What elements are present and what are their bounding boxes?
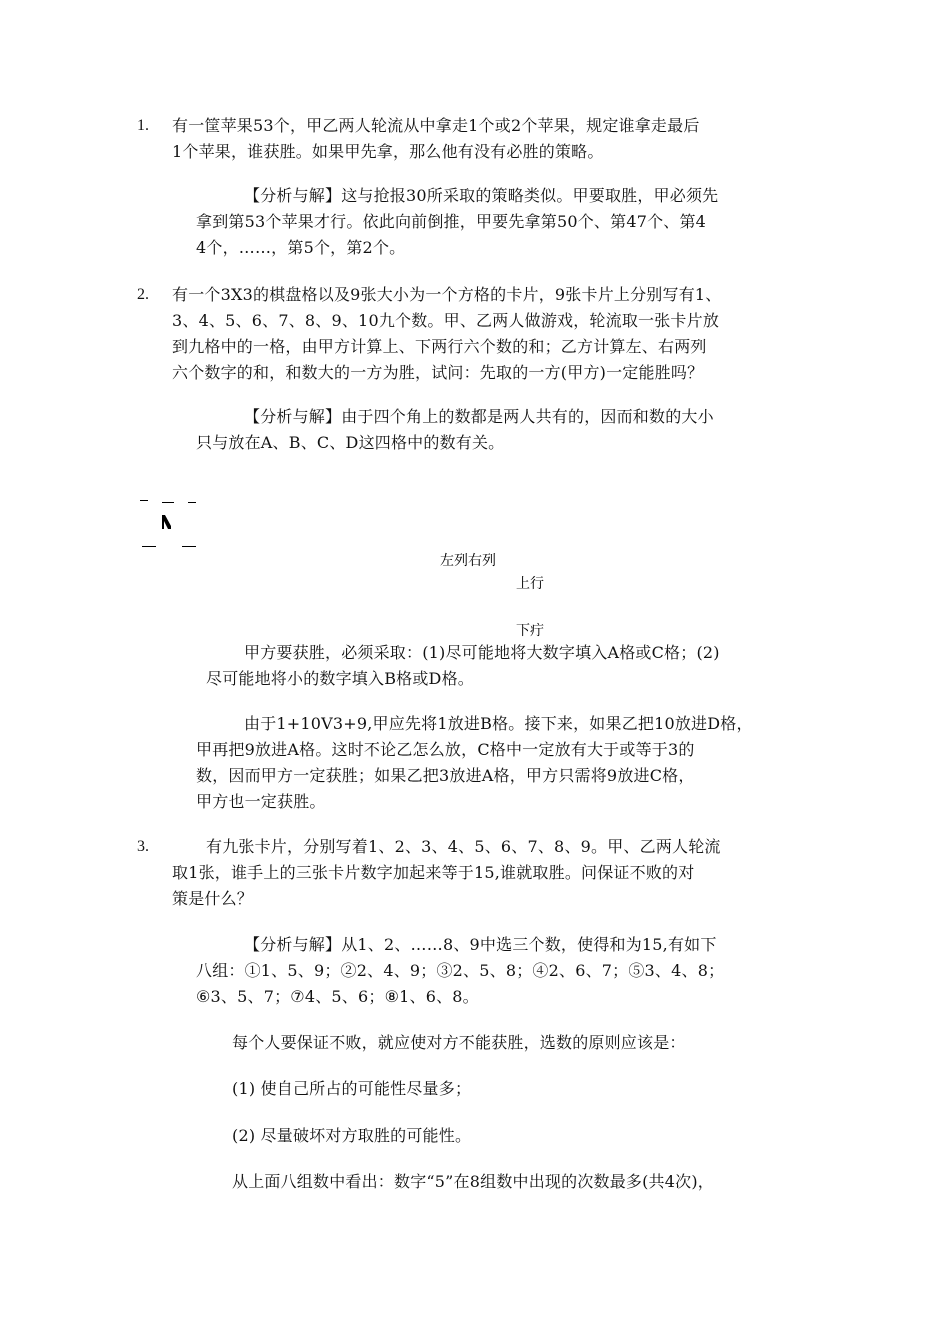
q2-line-1: 有一个3X3的棋盘格以及9张大小为一个方格的卡片，9张卡片上分别写有1、 (172, 285, 722, 304)
figure-corner-glyph (160, 514, 174, 530)
figure-top-label: 上行 (516, 575, 544, 591)
q2-strategy-line-2: 尽可能地将小的数字填入B格或D格。 (206, 669, 474, 688)
q3-number: 3. (137, 838, 149, 855)
q3-analysis-line-2: 八组：①1、5、9；②2、4、9；③2、5、8；④2、6、7；⑤3、4、8； (196, 961, 725, 980)
q2-line-3: 到九格中的一格，由甲方计算上、下两行六个数的和；乙方计算左、右两列 (172, 337, 707, 356)
q3-rule-2: (2) 尽量破坏对方取胜的可能性。 (232, 1126, 472, 1145)
figure-mark (162, 502, 174, 503)
q1-analysis-line-2: 拿到第53个苹果才行。依此向前倒推，甲要先拿第50个、第47个、第4 (196, 212, 707, 231)
q2-line-2: 3、4、5、6、7、8、9、10九个数。甲、乙两人做游戏，轮流取一张卡片放 (172, 311, 720, 330)
q2-number: 2. (137, 286, 149, 303)
q3-line-1: 有九张卡片，分别写着1、2、3、4、5、6、7、8、9。甲、乙两人轮流 (206, 837, 721, 856)
q2-analysis-line-1: 【分析与解】由于四个角上的数都是两人共有的，因而和数的大小 (244, 407, 714, 426)
q2-line-4: 六个数字的和，和数大的一方为胜，试问：先取的一方(甲方)一定能胜吗？ (172, 363, 704, 382)
q2-solution-line-2: 甲再把9放进A格。这时不论乙怎么放，C格中一定放有大于或等于3的 (196, 740, 695, 759)
figure-mark (182, 546, 196, 547)
q2-solution-line-3: 数，因而甲方一定获胜；如果乙把3放进A格，甲方只需将9放进C格， (196, 766, 695, 785)
q3-line-3: 策是什么？ (172, 889, 254, 908)
q1-analysis-line-1: 【分析与解】这与抢报30所采取的策略类似。甲要取胜，甲必须先 (244, 186, 719, 205)
q2-analysis-line-2: 只与放在A、B、C、D这四格中的数有关。 (196, 433, 505, 452)
q3-principle: 每个人要保证不败，就应使对方不能获胜，选数的原则应该是： (232, 1033, 686, 1052)
q2-solution-line-1: 由于1+10V3+9,甲应先将1放进B格。接下来，如果乙把10放进D格， (244, 714, 753, 733)
figure-mark (142, 546, 156, 547)
q1-line-1: 有一筐苹果53个，甲乙两人轮流从中拿走1个或2个苹果，规定谁拿走最后 (172, 116, 700, 135)
q1-line-2: 1个苹果，谁获胜。如果甲先拿，那么他有没有必胜的策略。 (172, 142, 604, 161)
q3-analysis-line-1: 【分析与解】从1、2、……8、9中选三个数，使得和为15,有如下 (244, 935, 717, 954)
q2-strategy-line-1: 甲方要获胜，必须采取：(1)尽可能地将大数字填入A格或C格；(2) (244, 643, 720, 662)
figure-mark (188, 502, 196, 503)
grid-figure (140, 500, 210, 560)
q1-analysis-line-3: 4个，……，第5个，第2个。 (196, 238, 406, 257)
q3-line-2: 取1张，谁手上的三张卡片数字加起来等于15,谁就取胜。问保证不败的对 (172, 863, 695, 882)
q2-solution-line-4: 甲方也一定获胜。 (196, 792, 326, 811)
q3-analysis-line-3: ⑥3、5、7；⑦4、5、6；⑧1、6、8。 (196, 987, 479, 1006)
figure-mark (140, 500, 148, 501)
figure-bottom-label: 下疔 (516, 622, 544, 638)
q1-number: 1. (137, 117, 149, 134)
q3-rule-1: (1) 使自己所占的可能性尽量多； (232, 1079, 472, 1098)
figure-cols-label: 左列右列 (440, 552, 496, 568)
q3-conclusion: 从上面八组数中看出：数字“5”在8组数中出现的次数最多(共4次)， (232, 1172, 714, 1191)
